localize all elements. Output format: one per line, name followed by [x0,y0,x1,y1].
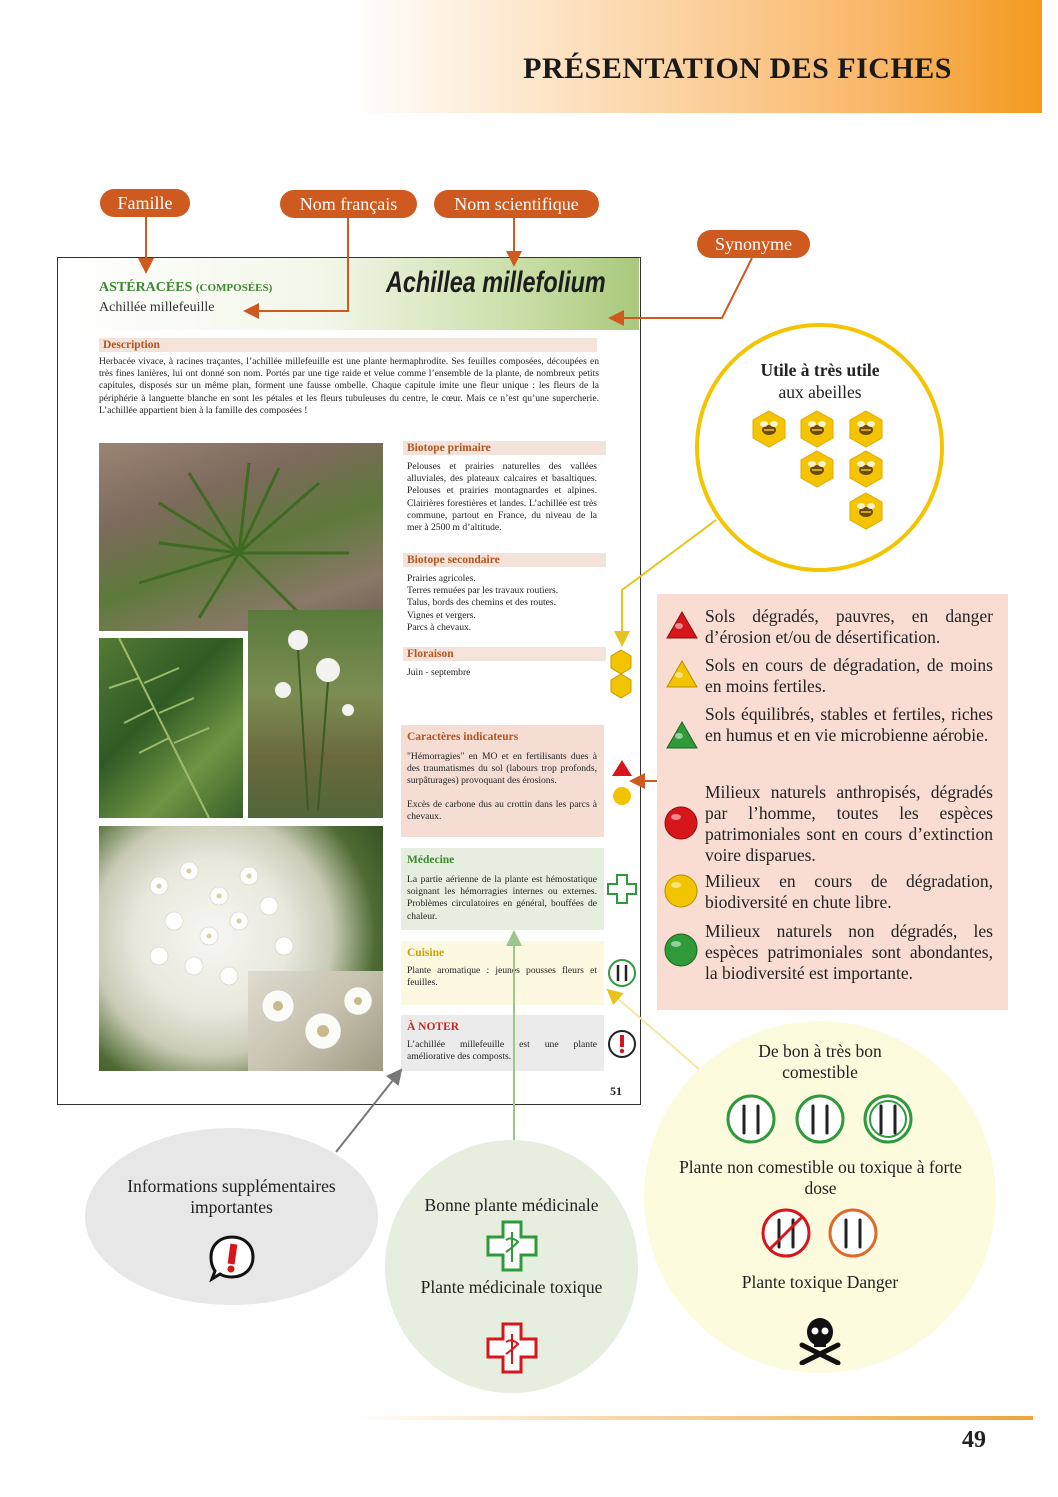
red-triangle-icon [665,610,699,640]
edible-good-label: De bon à très bon comestible [758,1041,882,1082]
edible-icons [725,1093,915,1145]
legend-text-yellow-soil: Sols en cours de dégradation, de moins en moins fertiles. [705,655,993,696]
red-medical-cross-icon [486,1322,538,1374]
sheet-scientific-name: Achillea millefolium [386,266,606,299]
biotope-secondaire-line: Talus, bords des chemins et des routes. [407,597,557,609]
family-alt-name: (COMPOSÉES) [195,282,273,294]
page-title: PRÉSENTATION DES FICHES [523,52,952,85]
green-dot-icon [663,932,699,968]
legend-text-red-habitat: Milieux naturels anthropisés, dégradés par l’homme, toutes les espèces patrimoniales sont en cours d’extinction voire disparues. [705,782,993,865]
legend-text-red-soil: Sols dégradés, pauvres, en danger d’érosion et/ou de désertification. [705,606,993,647]
biotope-secondaire-line: Prairies agricoles. [407,573,476,584]
toxic-plant-label: Plante toxique Danger [741,1272,899,1292]
noter-text: L’achillée millefeuille est une plante améliorative des composts. [407,1039,597,1063]
bee-icons [748,408,890,534]
indicator-legend [657,594,1008,1010]
legend-text-green-soil: Sols équilibrés, stables et fertiles, riches en humus et en vie microbienne aérobie. [705,704,993,745]
sheet-page-number: 51 [610,1084,622,1098]
famille-callout: Famille [100,189,190,217]
green-triangle-icon [665,720,699,750]
caracteres-text: "Hémorragies" en MO et en fertilisants dues à des traumatismes du sol (labours trop profonds, surpâturages) provoquant des érosions. [407,751,597,787]
info-label: Informations supplémentaires importantes [127,1176,336,1217]
green-medical-cross-icon [486,1220,538,1272]
bee-legend-subtitle: aux abeilles [778,382,862,402]
nom-scientifique-callout: Nom scientifique [434,190,599,218]
legend-text-yellow-habitat: Milieux en cours de dégradation, biodiversité en chute libre. [705,871,993,912]
biotope-secondaire-line: Parcs à chevaux. [407,621,472,633]
red-dot-icon [663,805,699,841]
floraison-heading: Floraison [403,647,606,661]
family-name: ASTÉRACÉES [99,280,193,295]
footer-rule [350,1416,1033,1420]
medecine-text: La partie aérienne de la plante est hémostatique soignant les hémorragies internes ou externes. Problèmes circulatoires en général, bouffées de chaleur. [407,874,597,922]
biotope-secondaire-line: Terres remuées par les travaux routiers. [407,585,559,597]
cuisine-heading: Cuisine [407,947,445,959]
description-text: Herbacée vivace, à racines traçantes, l’achillée millefeuille est une plante hermaphrodite. Ses feuilles composées, découpées en très fines lanières, lui ont donné son nom. Portés par une tige raide et velue comme l’ensemble de la plante, de nombreux petits capitules, disposés sur un même plan, forment une fausse ombelle. Chaque capitule imite une fleur unique : les fleurs de la périphérie à languette blanche en sont les pétales et les fleurs tubuleuses du centre, le cœur. Mais ce n’est qu’une supercherie. L’achillée appartient bien à la famille des composées ! [99,356,599,416]
caracteres-heading: Caractères indicateurs [407,731,519,743]
yellow-triangle-icon [665,659,699,689]
skull-icon [798,1315,842,1365]
description-heading: Description [99,338,597,352]
cuisine-text: Plante aromatique : jeunes pousses fleurs et feuilles. [407,965,597,989]
floraison-text: Juin - septembre [407,667,471,678]
good-medicinal-label: Bonne plante médicinale [424,1195,599,1215]
noter-heading: À NOTER [407,1021,460,1033]
biotope-secondaire-line: Vignes et vergers. [407,609,476,621]
bee-legend-title: Utile à très utile [760,360,880,380]
biotope-primaire-heading: Biotope primaire [403,441,606,455]
legend-text-green-habitat: Milieux naturels non dégradés, les espèces patrimoniales sont abondantes, la biodiversité est importante. [705,921,993,983]
nom-francais-callout: Nom français [280,190,417,218]
warning-icon [208,1234,256,1282]
yellow-dot-icon [663,873,699,909]
synonyme-callout: Synonyme [697,230,810,258]
caracteres-text-2: Excès de carbone dus au crottin dans les parcs à chevaux. [407,799,597,823]
medecine-heading: Médecine [407,854,455,866]
non-edible-label: Plante non comestible ou toxique à forte dose [679,1157,962,1198]
biotope-primaire-text: Pelouses et prairies naturelles des vallées alluviales, des plateaux calcaires et basaltiques. Pelouses et prairies montagnardes et alpines. Clairières forestières et landes. L’achillée est très commune, partout en France, du niveau de la mer à 2500 m d’altitude. [407,461,597,534]
toxic-medicinal-label: Plante médicinale toxique [420,1277,603,1297]
page-number: 49 [962,1427,986,1453]
sheet-french-name: Achillée millefeuille [99,300,215,315]
non-edible-icons [760,1207,880,1259]
biotope-secondaire-heading: Biotope secondaire [403,553,606,567]
